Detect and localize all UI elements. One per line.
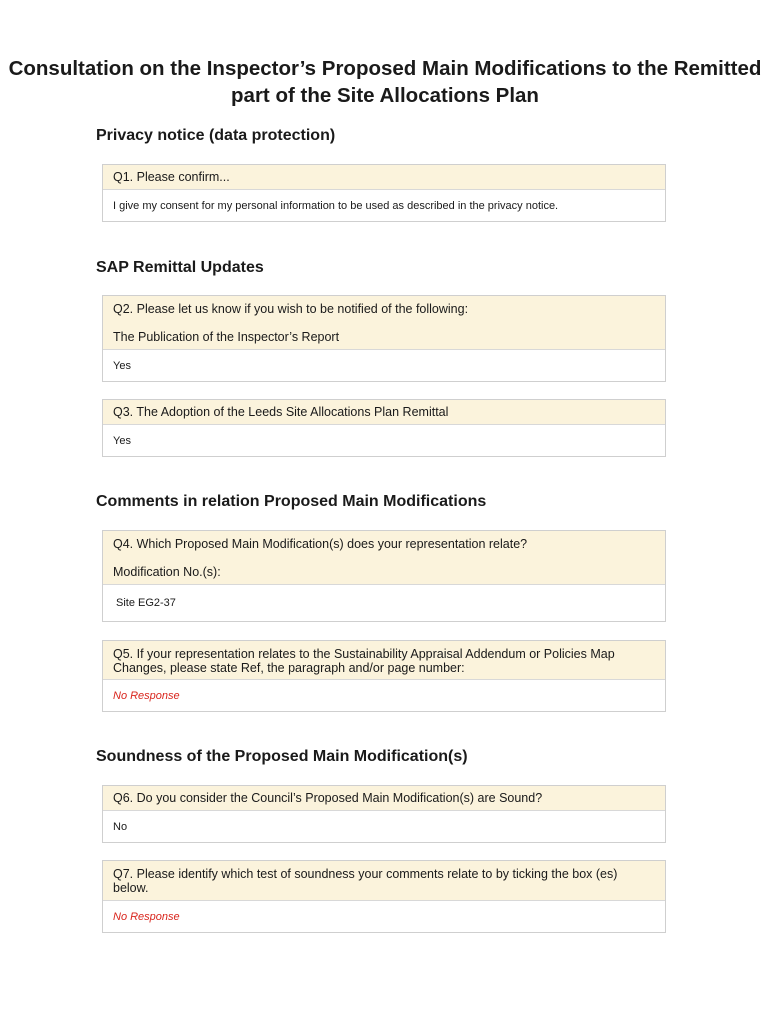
question-card-q4 bbox=[102, 530, 666, 622]
question-text-q2: Q2. Please let us know if you wish to be notified of the following: bbox=[113, 302, 469, 316]
section-heading-privacy: Privacy notice (data protection) bbox=[96, 127, 336, 144]
answer-q4 bbox=[103, 585, 665, 621]
question-card-q7 bbox=[102, 860, 666, 933]
question-text-q5: Q5. If your representation relates to the Sustainability Appraisal Addendum or Policies Map Changes, please state Ref, the paragraph and/or page number: bbox=[113, 647, 615, 675]
answer-text-q6: No bbox=[113, 820, 128, 833]
answer-text-q4: Site EG2-37 bbox=[116, 597, 176, 609]
question-card-q1 bbox=[102, 164, 666, 222]
question-text-q1: Q1. Please confirm... bbox=[113, 170, 230, 184]
question-text-q4: Q4. Which Proposed Main Modification(s) does your representation relate? bbox=[113, 537, 528, 551]
question-header-q4 bbox=[103, 531, 665, 585]
answer-text-q2: Yes bbox=[113, 359, 131, 372]
question-header-q2 bbox=[103, 296, 665, 350]
question-header-q3 bbox=[103, 400, 665, 425]
question-card-q5 bbox=[102, 640, 666, 712]
question-card-q3 bbox=[102, 399, 666, 457]
answer-text-q7: No Response bbox=[113, 910, 180, 923]
answer-q3 bbox=[103, 425, 665, 456]
question-text-q7: Q7. Please identify which test of soundness your comments relate to by ticking the box (es) below. bbox=[113, 867, 618, 895]
section-heading-comments: Comments in relation Proposed Main Modifications bbox=[96, 493, 487, 510]
answer-q5 bbox=[103, 680, 665, 711]
question-card-q6 bbox=[102, 785, 666, 843]
answer-text-q3: Yes bbox=[113, 434, 131, 447]
question-subtext-q4: Modification No.(s): bbox=[113, 565, 221, 579]
answer-q2 bbox=[103, 350, 665, 381]
question-text-q3: Q3. The Adoption of the Leeds Site Allocations Plan Remittal bbox=[113, 405, 449, 419]
answer-q1 bbox=[103, 190, 665, 221]
question-subtext-q2: The Publication of the Inspector’s Report bbox=[113, 330, 340, 344]
section-heading-soundness: Soundness of the Proposed Main Modification(s) bbox=[96, 748, 468, 765]
question-header-q5 bbox=[103, 641, 665, 680]
question-text-q6: Q6. Do you consider the Council’s Proposed Main Modification(s) are Sound? bbox=[113, 791, 543, 805]
question-header-q7 bbox=[103, 861, 665, 901]
question-header-q6 bbox=[103, 786, 665, 811]
question-header-q1 bbox=[103, 165, 665, 190]
answer-text-q5: No Response bbox=[113, 689, 180, 702]
question-card-q2 bbox=[102, 295, 666, 382]
answer-text-q1: I give my consent for my personal information to be used as described in the privacy notice. bbox=[113, 199, 559, 212]
document-title: Consultation on the Inspector’s Proposed Main Modifications to the Remitted part of the Site Allocations Plan bbox=[8, 57, 762, 107]
answer-q7 bbox=[103, 901, 665, 932]
section-heading-sap: SAP Remittal Updates bbox=[96, 259, 264, 276]
answer-q6 bbox=[103, 811, 665, 842]
